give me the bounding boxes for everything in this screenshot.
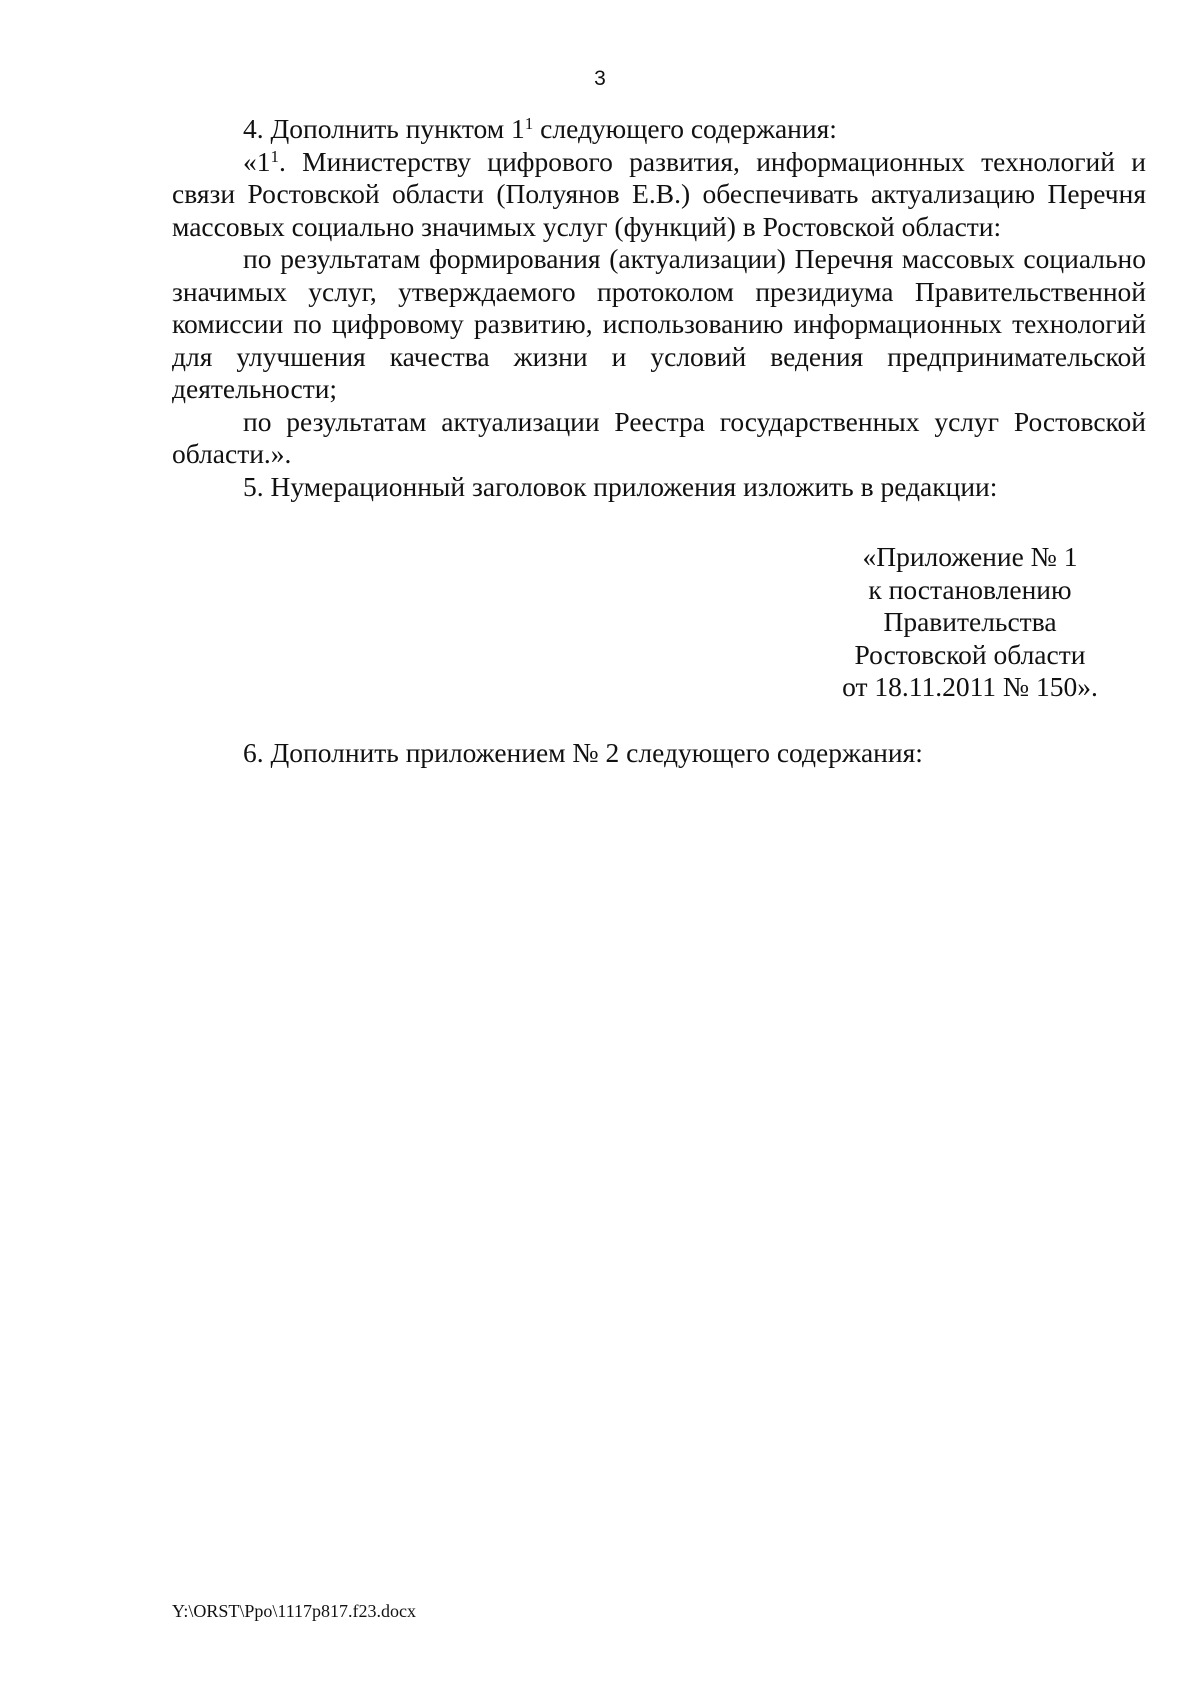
file-path-footer: Y:\ORST\Ppo\1117p817.f23.docx [172, 1601, 417, 1621]
item-6-paragraph: 6. Дополнить приложением № 2 следующего содержания: [243, 737, 923, 768]
appendix-header-line: Ростовской области [854, 638, 1086, 670]
item-4-quote-text: . Министерству цифрового развития, информационных технологий и связи Ростовской области (Полуянов Е.В.) обеспечивать актуализацию Перечня массовых социально значимых услуг (функций) в Ростовской области: [172, 145, 1146, 242]
item-4-quote-paragraph [172, 146, 1146, 244]
item-4-clause-2: по результатам актуализации Реестра государственных услуг Ростовской области.». [172, 405, 1146, 469]
page-number: 3 [594, 67, 606, 90]
item-4-quote-start: «1 [243, 145, 271, 177]
appendix-header-block [830, 541, 1110, 704]
appendix-header-line: «Приложение № 1 [862, 541, 1078, 572]
document-body [172, 113, 1146, 503]
item-4-quote-superscript: 1 [270, 146, 279, 166]
item-4-superscript: 1 [524, 114, 534, 133]
item-4-text-end: следующего содержания: [533, 113, 837, 144]
item-4-clause-1: по результатам формирования (актуализации) Перечня массовых социально значимых услуг, утверждаемого протоколом президиума Правительственной комиссии по цифровому развитию, использованию информационных технологий для улучшения качества жизни и условий ведения предпринимательской деятельности; [172, 243, 1146, 404]
item-4-paragraph [172, 113, 1146, 146]
item-5-paragraph: 5. Нумерационный заголовок приложения изложить в редакции: [243, 470, 998, 502]
appendix-header-line: к постановлению [868, 573, 1072, 605]
appendix-header-line: от 18.11.2011 № 150». [842, 671, 1098, 702]
item-4-text-start: 4. Дополнить пунктом 1 [243, 113, 525, 144]
appendix-header-line: Правительства [883, 606, 1057, 637]
